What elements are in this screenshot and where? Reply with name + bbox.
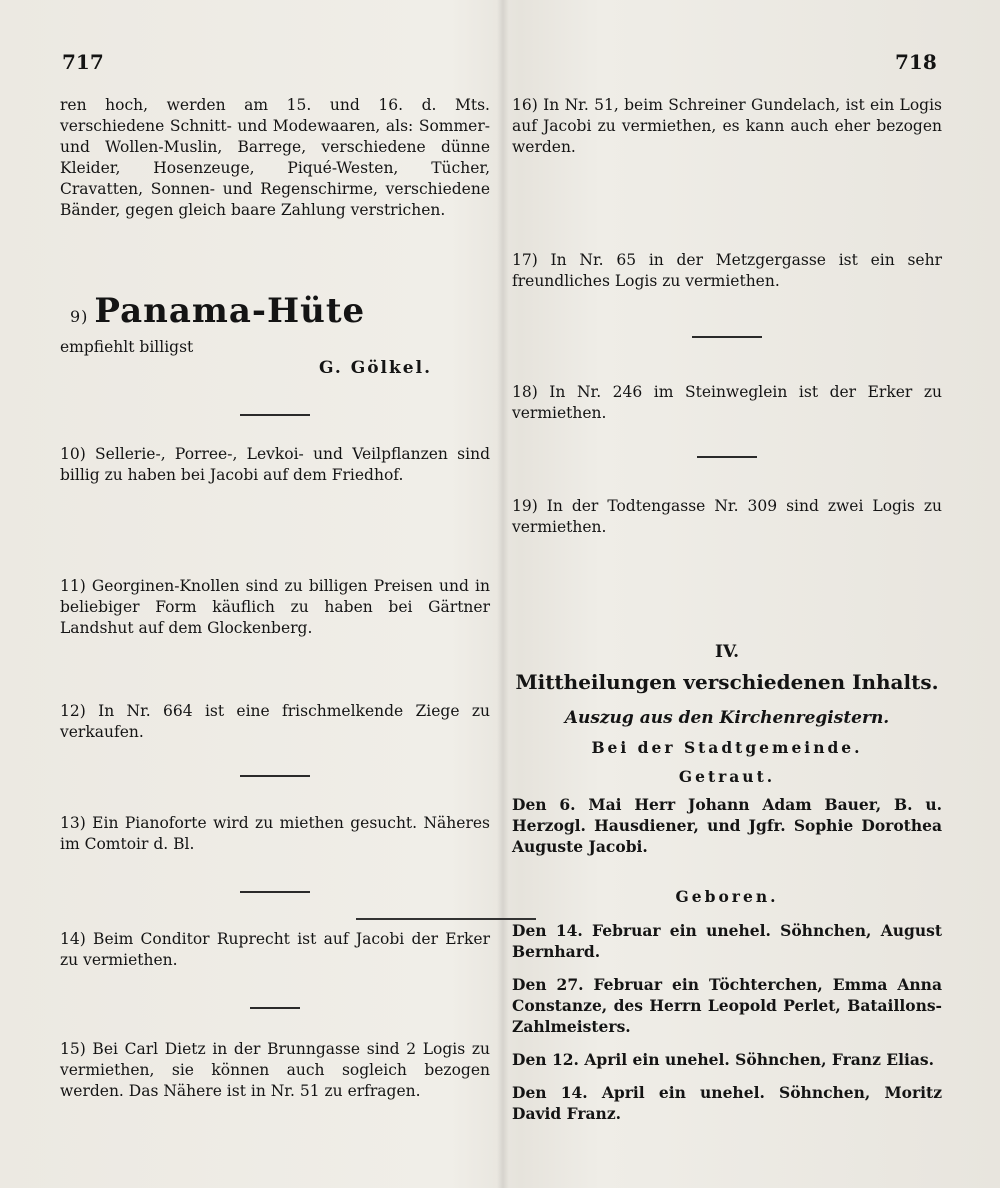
married-heading: Getraut. (678, 767, 776, 786)
ad-16-text: 16) In Nr. 51, beim Schreiner Gundelach, ist ein Logis auf Jacobi zu vermiethen, es kann auch eher bezogen werden. (512, 96, 942, 156)
ad-18-text: 18) In Nr. 246 im Steinweglein ist der Erker zu vermiethen. (512, 383, 942, 422)
parish-heading: Bei der Stadtgemeinde. (591, 738, 863, 757)
auction-intro-text: ren hoch, werden am 15. und 16. d. Mts. verschiedene Schnitt- und Modewaaren, als: Sommer- und Wollen-Muslin, Barrege, verschiedene dünne Kleider, Hosenzeuge, Piqué-Westen, Tücher, Cravatten, Sonnen- und Regenschirme, verschiedene Bänder, gegen gleich baare Zahlung verstrichen. (60, 96, 490, 219)
page-fold-shadow (497, 0, 509, 1188)
horizontal-divider (356, 918, 536, 920)
ad-9-headline (70, 291, 490, 337)
ad-12-text: 12) In Nr. 664 ist eine frischmelkende Ziege zu verkaufen. (60, 702, 490, 741)
section-number: IV. (714, 642, 740, 662)
right-column (512, 95, 942, 1136)
section-title: Mittheilungen verschiedenen Inhalts. (515, 670, 939, 694)
ad-10-text: 10) Sellerie-, Porree-, Levkoi- und Veilpflanzen sind billig zu haben bei Jacobi auf dem Friedhof. (60, 445, 490, 484)
ad-19-text: 19) In der Todtengasse Nr. 309 sind zwei Logis zu vermiethen. (512, 497, 942, 536)
born-entry: Den 14. Februar ein unehel. Söhnchen, August Bernhard. (512, 921, 942, 961)
born-entry: Den 12. April ein unehel. Söhnchen, Franz Elias. (512, 1050, 935, 1069)
ad-14-text: 14) Beim Conditor Ruprecht ist auf Jacobi der Erker zu vermiethen. (60, 930, 490, 969)
left-column (60, 95, 490, 1102)
page-number-left: 717 (62, 50, 104, 74)
ad-9-signer: G. Gölkel. (318, 358, 432, 378)
ad-9-text: empfiehlt billigst (60, 338, 194, 356)
ad-9-title: Panama-Hüte (94, 291, 366, 331)
born-heading: Geboren. (675, 887, 779, 906)
ad-9-number: 9) (70, 307, 89, 326)
ad-13-text: 13) Ein Pianoforte wird zu miethen gesucht. Näheres im Comtoir d. Bl. (60, 814, 490, 853)
ad-15-text: 15) Bei Carl Dietz in der Brunngasse sind 2 Logis zu vermiethen, sie können auch sogleich bezogen werden. Das Nähere ist in Nr. 51 zu erfragen. (60, 1040, 490, 1100)
married-entry: Den 6. Mai Herr Johann Adam Bauer, B. u. Herzogl. Hausdiener, und Jgfr. Sophie Dorothea Auguste Jacobi. (512, 795, 942, 856)
ad-17-text: 17) In Nr. 65 in der Metzgergasse ist ein sehr freundliches Logis zu vermiethen. (512, 251, 942, 290)
born-entry: Den 27. Februar ein Töchterchen, Emma Anna Constanze, des Herrn Leopold Perlet, Bataillons-Zahlmeisters. (512, 975, 942, 1036)
subsection-title: Auszug aus den Kirchenregistern. (564, 708, 890, 728)
ad-11-text: 11) Georginen-Knollen sind zu billigen Preisen und in beliebiger Form käuflich zu haben bei Gärtner Landshut auf dem Glockenberg. (60, 577, 490, 637)
born-entry: Den 14. April ein unehel. Söhnchen, Moritz David Franz. (512, 1083, 942, 1123)
page-number-right: 718 (895, 50, 937, 74)
